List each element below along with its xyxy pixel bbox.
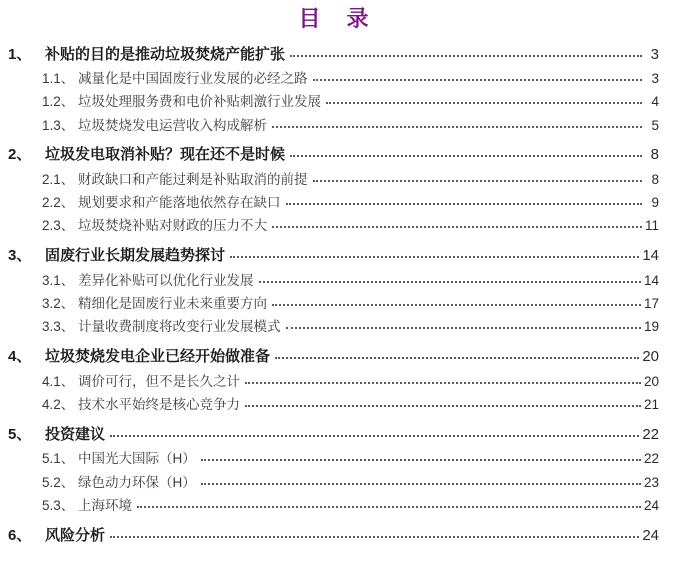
toc-entry[interactable] bbox=[8, 94, 659, 110]
toc-entry-title: 减量化是中国固废行业发展的必经之路 bbox=[78, 70, 308, 86]
toc-entry-title: 上海环境 bbox=[78, 497, 132, 513]
toc-entry-page: 8 bbox=[650, 146, 659, 164]
toc-entry-title: 垃圾发电取消补贴？现在还不是时候 bbox=[45, 146, 286, 164]
toc-entry[interactable] bbox=[8, 146, 659, 164]
toc-entry-page: 23 bbox=[643, 474, 659, 490]
dot-leader bbox=[259, 281, 641, 283]
dot-leader bbox=[313, 180, 643, 182]
toc-entry[interactable] bbox=[8, 273, 659, 289]
toc-entry-title: 垃圾焚烧发电企业已经开始做准备 bbox=[45, 348, 271, 366]
toc-entry[interactable] bbox=[8, 319, 659, 335]
toc-entry[interactable] bbox=[8, 195, 659, 211]
toc-entry-title: 计量收费制度将改变行业发展模式 bbox=[78, 319, 281, 335]
toc-entry-number: 5.1、 bbox=[42, 451, 75, 467]
toc-entry-page: 3 bbox=[651, 70, 659, 86]
toc-entry-number: 5、 bbox=[8, 425, 32, 443]
toc-entry-number: 4、 bbox=[8, 348, 32, 366]
dot-leader bbox=[290, 55, 642, 57]
toc-entry-number: 1、 bbox=[8, 45, 32, 63]
toc-entry-title: 风险分析 bbox=[45, 526, 106, 544]
dot-leader bbox=[245, 382, 641, 384]
toc-entry[interactable] bbox=[8, 374, 659, 390]
dot-leader bbox=[201, 459, 641, 461]
toc-entry-number: 4.2、 bbox=[42, 396, 75, 412]
toc-entry-page: 17 bbox=[643, 296, 659, 312]
dot-leader bbox=[275, 357, 639, 359]
toc-entry-page: 3 bbox=[650, 45, 659, 63]
toc-entry-title: 中国光大国际（H） bbox=[78, 451, 196, 467]
toc-entry-page: 21 bbox=[643, 396, 659, 412]
toc-entry[interactable] bbox=[8, 218, 659, 234]
toc-entry-title: 垃圾处理服务费和电价补贴刺激行业发展 bbox=[78, 94, 321, 110]
toc-entry[interactable] bbox=[8, 451, 659, 467]
dot-leader bbox=[201, 483, 641, 485]
toc-entry-page: 4 bbox=[651, 94, 659, 110]
toc-entry-title: 绿色动力环保（H） bbox=[78, 474, 196, 490]
toc-entry-number: 1.2、 bbox=[42, 94, 75, 110]
toc-entry[interactable] bbox=[8, 46, 659, 64]
toc-entry-number: 2、 bbox=[8, 146, 32, 164]
toc-entry-number: 5.3、 bbox=[42, 497, 75, 513]
toc-entry-page: 20 bbox=[643, 373, 659, 389]
toc-entry-number: 1.1、 bbox=[42, 70, 75, 86]
toc-entry-page: 14 bbox=[643, 272, 659, 288]
toc-entry-page: 22 bbox=[643, 451, 659, 467]
dot-leader bbox=[272, 304, 641, 306]
dot-leader bbox=[286, 327, 641, 329]
dot-leader bbox=[313, 79, 643, 81]
toc-entry[interactable] bbox=[8, 475, 659, 491]
toc-entry-number: 3.3、 bbox=[42, 319, 75, 335]
dot-leader bbox=[326, 102, 642, 104]
dot-leader bbox=[272, 226, 642, 228]
toc-entry-title: 投资建议 bbox=[45, 425, 106, 443]
toc-entry-number: 2.3、 bbox=[42, 218, 75, 234]
toc-entry-page: 5 bbox=[651, 117, 659, 133]
toc-entry[interactable] bbox=[8, 527, 659, 545]
toc-entry-number: 5.2、 bbox=[42, 474, 75, 490]
toc-entry-title: 精细化是固废行业未来重要方向 bbox=[78, 296, 267, 312]
toc-entry[interactable] bbox=[8, 118, 659, 134]
toc-entry-title: 技术水平始终是核心竞争力 bbox=[78, 396, 240, 412]
toc-entry-title: 规划要求和产能落地依然存在缺口 bbox=[78, 195, 281, 211]
toc-entry[interactable] bbox=[8, 296, 659, 312]
toc-entry-page: 9 bbox=[651, 195, 659, 211]
toc-entry[interactable] bbox=[8, 426, 659, 444]
toc-entry-page: 11 bbox=[644, 218, 659, 234]
dot-leader bbox=[230, 256, 639, 258]
toc-entry-number: 4.1、 bbox=[42, 373, 75, 389]
toc-entry-title: 垃圾焚烧发电运营收入构成解析 bbox=[78, 117, 267, 133]
toc-list bbox=[8, 46, 659, 545]
dot-leader bbox=[245, 405, 641, 407]
toc-entry-page: 8 bbox=[651, 171, 659, 187]
toc-entry-title: 差异化补贴可以优化行业发展 bbox=[78, 272, 254, 288]
toc-entry-page: 24 bbox=[642, 526, 659, 544]
toc-entry[interactable] bbox=[8, 348, 659, 366]
toc-entry-title: 垃圾焚烧补贴对财政的压力不大 bbox=[78, 218, 267, 234]
dot-leader bbox=[286, 203, 643, 205]
toc-entry-number: 2.1、 bbox=[42, 171, 75, 187]
toc-entry-title: 补贴的目的是推动垃圾焚烧产能扩张 bbox=[45, 45, 286, 63]
page-title: 目 录 bbox=[298, 6, 379, 31]
toc-entry-number: 2.2、 bbox=[42, 195, 75, 211]
toc-entry[interactable] bbox=[8, 498, 659, 514]
toc-entry-title: 财政缺口和产能过剩是补贴取消的前提 bbox=[78, 171, 308, 187]
dot-leader bbox=[110, 536, 639, 538]
toc-entry-number: 3、 bbox=[8, 247, 32, 265]
dot-leader bbox=[272, 126, 642, 128]
toc-entry-page: 14 bbox=[642, 247, 659, 265]
dot-leader bbox=[137, 506, 641, 508]
toc-entry-page: 22 bbox=[642, 425, 659, 443]
toc-entry-number: 3.2、 bbox=[42, 296, 75, 312]
toc-entry[interactable] bbox=[8, 71, 659, 87]
toc-entry-number: 6、 bbox=[8, 526, 32, 544]
toc-entry-page: 19 bbox=[643, 319, 659, 335]
toc-entry[interactable] bbox=[8, 172, 659, 188]
dot-leader bbox=[290, 155, 642, 157]
toc-entry-number: 1.3、 bbox=[42, 117, 75, 133]
toc-entry-number: 3.1、 bbox=[42, 272, 75, 288]
toc-entry-title: 固废行业长期发展趋势探讨 bbox=[45, 247, 226, 265]
toc-entry-page: 20 bbox=[642, 348, 659, 366]
dot-leader bbox=[110, 435, 639, 437]
toc-entry[interactable] bbox=[8, 397, 659, 413]
toc-entry-page: 24 bbox=[643, 497, 659, 513]
toc-entry[interactable] bbox=[8, 247, 659, 265]
toc-entry-title: 调价可行，但不是长久之计 bbox=[78, 373, 240, 389]
